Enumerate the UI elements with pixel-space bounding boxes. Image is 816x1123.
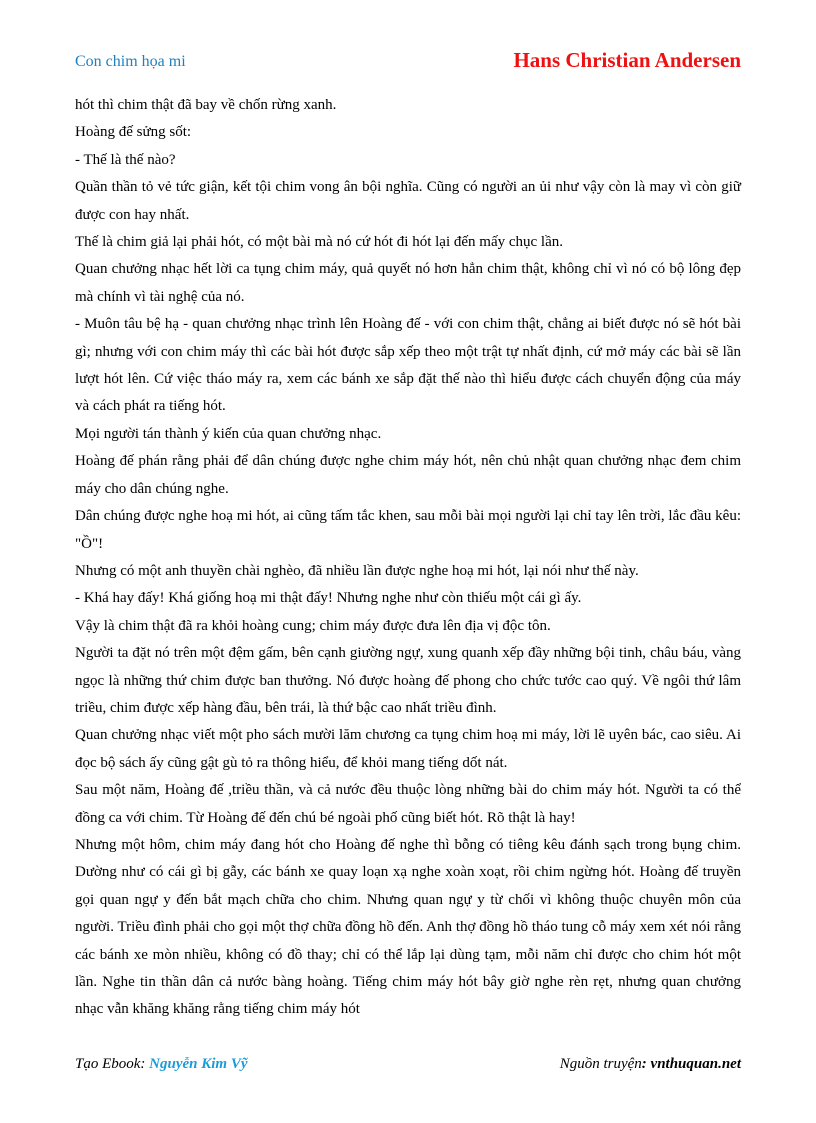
paragraph: Quan chưởng nhạc hết lời ca tụng chim máy, quả quyết nó hơn hẳn chim thật, không chỉ vì nó có bộ lông đẹp mà chính vì tài nghệ của nó. — [75, 261, 741, 305]
source-site: vnthuquan.net — [650, 1056, 741, 1072]
ebook-label: Tạo Ebook — [75, 1056, 141, 1072]
paragraph: - Muôn tâu bệ hạ - quan chưởng nhạc trình lên Hoàng đế - với con chim thật, chẳng ai biết được nó sẽ hót bài gì; nhưng với con chim máy thì các bài hót được sắp xếp theo một trật tự nhất định, cứ mở máy các bài sẽ lần lượt hót lên. Cứ việc tháo máy ra, xem các bánh xe sắp đặt thế nào thì hiểu được cách chuyển động của máy và cách phát ra tiếng hót. — [75, 316, 741, 415]
paragraph: Người ta đặt nó trên một đệm gấm, bên cạnh giường ngự, xung quanh xếp đầy những bội tinh, châu báu, vàng ngọc là những thứ chim được ban thưởng. Nó được hoàng đế phong cho chức tước cao quý. Về ngôi thứ lâm triều, chim được xếp hàng đầu, bên trái, là thứ bậc cao nhất triều đình. — [75, 645, 741, 716]
paragraph: Hoàng đế sửng sốt: — [75, 124, 192, 141]
paragraph: Mọi người tán thành ý kiến của quan chưởng nhạc. — [75, 425, 382, 442]
paragraph: Vậy là chim thật đã ra khỏi hoàng cung; chim máy được đưa lên địa vị độc tôn. — [75, 617, 551, 634]
paragraph: hót thì chim thật đã bay về chốn rừng xanh. — [75, 97, 337, 113]
paragraph: Thế là chim giả lại phải hót, có một bài mà nó cứ hót đi hót lại đến mấy chục lần. — [75, 234, 563, 251]
paragraph: - Khá hay đấy! Khá giống hoạ mi thật đấy! Nhưng nghe như còn thiếu một cái gì ấy. — [75, 590, 582, 607]
source-credit: Nguồn truyện: vnthuquan.net — [559, 1056, 741, 1072]
ebook-author: Nguyễn Kim Vỹ — [149, 1056, 248, 1072]
page-header — [75, 48, 741, 76]
story-text — [75, 92, 741, 1024]
ebook-credit: Tạo Ebook: Nguyễn Kim Vỹ — [75, 1056, 248, 1072]
paragraph: Quan chưởng nhạc viết một pho sách mười lăm chương ca tụng chim hoạ mi máy, lời lẽ uyên bác, cao siêu. Ai đọc bộ sách ấy cũng gật gù tỏ ra thông hiểu, để khỏi mang tiếng dốt nát. — [75, 727, 741, 771]
paragraph: Hoàng đế phán rằng phải để dân chúng được nghe chim máy hót, nên chủ nhật quan chưởng nhạc đem chim máy cho dân chúng nghe. — [75, 453, 741, 497]
paragraph: Nhưng có một anh thuyền chài nghèo, đã nhiều lần được nghe hoạ mi hót, lại nói như thế này. — [75, 562, 639, 579]
source-label: Nguồn truyện — [559, 1056, 642, 1072]
paragraph: - Thế là thế nào? — [75, 151, 176, 168]
paragraph: Dân chúng được nghe hoạ mi hót, ai cũng tấm tắc khen, sau mỗi bài mọi người lại chỉ tay lên trời, lắc đầu kêu: "Ồ"! — [75, 508, 741, 552]
author-name: Hans Christian Andersen — [513, 48, 741, 72]
book-title: Con chim họa mi — [75, 53, 186, 70]
paragraph: Quần thần tỏ vẻ tức giận, kết tội chim vong ân bội nghĩa. Cũng có người an ủi như vậy còn là may vì còn giữ được con hay nhất. — [75, 179, 741, 223]
paragraph: Nhưng một hôm, chim máy đang hót cho Hoàng đế nghe thì bỗng có tiêng kêu đánh sạch trong bụng chim. Dường như có cái gì bị gẫy, các bánh xe quay loạn xạ nghe xoàn xoạt, rồi chim ngừng hót. Hoàng đế truyền gọi quan ngự y đến bắt mạch chữa cho chim. Nhưng quan ngự y từ chối vì không thuộc chuyên môn của người. Triều đình phải cho gọi một thợ chữa đồng hồ đến. Anh thợ đồng hồ tháo tung cỗ máy xem xét nói rằng các bánh xe mòn nhiều, không có đồ thay; chỉ có thể lắp lại dùng tạm, mỗi năm chỉ được cho chim hót một lần. Nghe tin thần dân cả nước bàng hoàng. Tiếng chim máy hót bây giờ nghe rèn rẹt, nhưng quan chưởng nhạc vẫn khăng khăng rằng tiếng chim máy hót — [75, 836, 741, 1018]
paragraph: Sau một năm, Hoàng đế ,triều thần, và cả nước đều thuộc lòng những bài do chim máy hót. Người ta có thể đồng ca với chim. Từ Hoàng đế đến chú bé ngoài phố cũng biết hót. Rõ thật là hay! — [75, 782, 741, 826]
